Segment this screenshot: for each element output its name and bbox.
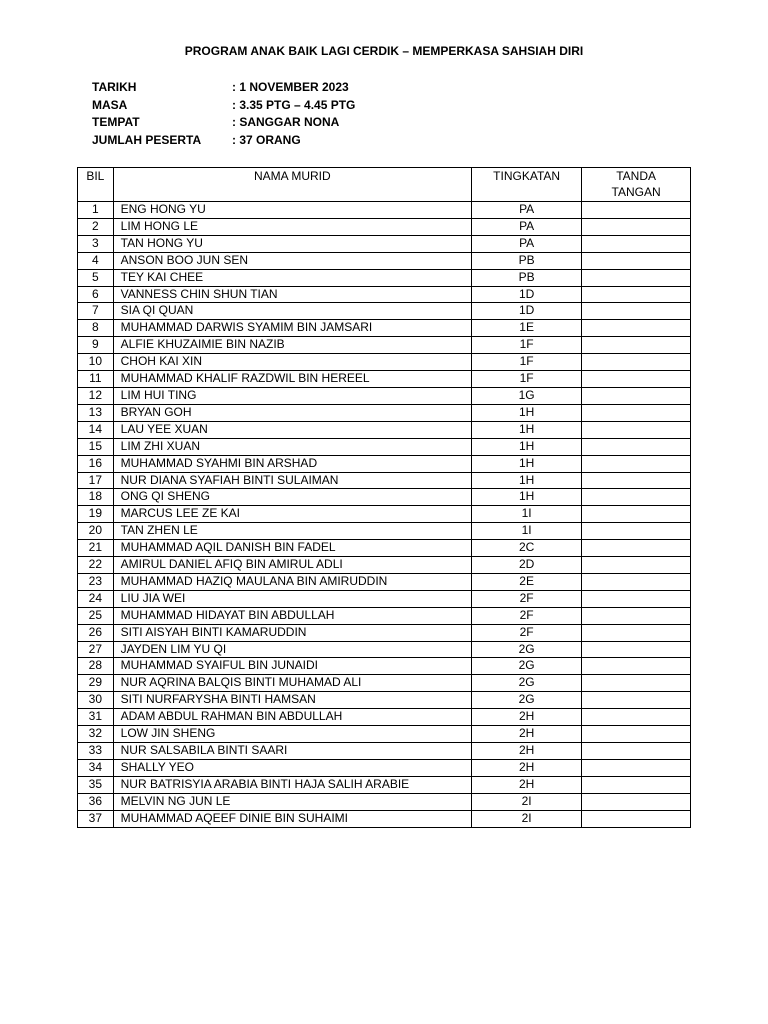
cell-tanda-tangan <box>582 759 691 776</box>
info-label: TARIKH <box>92 80 137 94</box>
cell-bil: 23 <box>78 573 114 590</box>
cell-bil: 4 <box>78 252 114 269</box>
info-value: : SANGGAR NONA <box>232 115 340 129</box>
cell-bil: 20 <box>78 523 114 540</box>
cell-tanda-tangan <box>582 218 691 235</box>
table-row <box>78 607 691 624</box>
cell-nama-murid: MUHAMMAD HIDAYAT BIN ABDULLAH <box>113 607 471 624</box>
cell-nama-murid: LOW JIN SHENG <box>113 726 471 743</box>
header-tanda-line1: TANDA <box>616 169 656 183</box>
cell-nama-murid: SITI AISYAH BINTI KAMARUDDIN <box>113 624 471 641</box>
cell-tingkatan: 1H <box>472 455 582 472</box>
cell-tingkatan: 2I <box>472 810 582 827</box>
cell-nama-murid: ONG QI SHENG <box>113 489 471 506</box>
cell-nama-murid: ADAM ABDUL RAHMAN BIN ABDULLAH <box>113 709 471 726</box>
cell-bil: 25 <box>78 607 114 624</box>
cell-nama-murid: TAN ZHEN LE <box>113 523 471 540</box>
info-row-tempat <box>92 114 355 132</box>
cell-bil: 21 <box>78 540 114 557</box>
cell-bil: 3 <box>78 235 114 252</box>
table-row <box>78 793 691 810</box>
cell-tingkatan: PA <box>472 202 582 219</box>
table-row <box>78 489 691 506</box>
cell-bil: 15 <box>78 438 114 455</box>
cell-nama-murid: TAN HONG YU <box>113 235 471 252</box>
header-tanda-tangan <box>582 168 691 202</box>
cell-bil: 18 <box>78 489 114 506</box>
info-row-masa <box>92 97 355 115</box>
table-row <box>78 235 691 252</box>
cell-tanda-tangan <box>582 675 691 692</box>
table-row <box>78 506 691 523</box>
cell-tanda-tangan <box>582 387 691 404</box>
cell-tanda-tangan <box>582 202 691 219</box>
table-row <box>78 455 691 472</box>
cell-tingkatan: 2E <box>472 573 582 590</box>
info-label: TEMPAT <box>92 115 140 129</box>
table-row <box>78 759 691 776</box>
table-row <box>78 590 691 607</box>
cell-tanda-tangan <box>582 269 691 286</box>
table-row <box>78 269 691 286</box>
cell-tingkatan: 2F <box>472 607 582 624</box>
cell-tingkatan: PB <box>472 252 582 269</box>
cell-tanda-tangan <box>582 726 691 743</box>
cell-tanda-tangan <box>582 252 691 269</box>
cell-bil: 1 <box>78 202 114 219</box>
cell-tingkatan: 2H <box>472 776 582 793</box>
cell-bil: 28 <box>78 658 114 675</box>
cell-tanda-tangan <box>582 692 691 709</box>
cell-tingkatan: 1F <box>472 354 582 371</box>
table-row <box>78 438 691 455</box>
cell-nama-murid: LIM HONG LE <box>113 218 471 235</box>
cell-nama-murid: SIA QI QUAN <box>113 303 471 320</box>
cell-nama-murid: SITI NURFARYSHA BINTI HAMSAN <box>113 692 471 709</box>
cell-tanda-tangan <box>582 303 691 320</box>
cell-nama-murid: NUR DIANA SYAFIAH BINTI SULAIMAN <box>113 472 471 489</box>
info-label: JUMLAH PESERTA <box>92 132 202 147</box>
cell-tanda-tangan <box>582 235 691 252</box>
cell-bil: 37 <box>78 810 114 827</box>
cell-tanda-tangan <box>582 743 691 760</box>
cell-tanda-tangan <box>582 438 691 455</box>
cell-tanda-tangan <box>582 421 691 438</box>
cell-tingkatan: 2G <box>472 658 582 675</box>
cell-bil: 6 <box>78 286 114 303</box>
cell-tingkatan: 2G <box>472 675 582 692</box>
table-row <box>78 658 691 675</box>
cell-tanda-tangan <box>582 573 691 590</box>
table-row <box>78 320 691 337</box>
cell-tanda-tangan <box>582 641 691 658</box>
table-row <box>78 692 691 709</box>
cell-tingkatan: PB <box>472 269 582 286</box>
table-row <box>78 303 691 320</box>
cell-tingkatan: 2F <box>472 624 582 641</box>
cell-nama-murid: VANNESS CHIN SHUN TIAN <box>113 286 471 303</box>
table-row <box>78 573 691 590</box>
table-row <box>78 337 691 354</box>
info-row-jumlah <box>92 132 355 150</box>
info-value: : 37 ORANG <box>232 132 301 147</box>
cell-tingkatan: 1I <box>472 523 582 540</box>
cell-tanda-tangan <box>582 607 691 624</box>
table-row <box>78 371 691 388</box>
cell-tingkatan: 2G <box>472 641 582 658</box>
cell-bil: 2 <box>78 218 114 235</box>
cell-tingkatan: 2H <box>472 743 582 760</box>
cell-nama-murid: TEY KAI CHEE <box>113 269 471 286</box>
cell-nama-murid: NUR AQRINA BALQIS BINTI MUHAMAD ALI <box>113 675 471 692</box>
cell-bil: 33 <box>78 743 114 760</box>
cell-tingkatan: 1E <box>472 320 582 337</box>
cell-nama-murid: LIM ZHI XUAN <box>113 438 471 455</box>
cell-bil: 17 <box>78 472 114 489</box>
cell-tanda-tangan <box>582 523 691 540</box>
cell-bil: 36 <box>78 793 114 810</box>
cell-tingkatan: 1H <box>472 472 582 489</box>
cell-tingkatan: 2H <box>472 759 582 776</box>
cell-bil: 8 <box>78 320 114 337</box>
info-label: MASA <box>92 97 128 112</box>
cell-nama-murid: NUR SALSABILA BINTI SAARI <box>113 743 471 760</box>
cell-nama-murid: MUHAMMAD SYAIFUL BIN JUNAIDI <box>113 658 471 675</box>
cell-tingkatan: 2C <box>472 540 582 557</box>
header-nama-murid: NAMA MURID <box>113 168 471 202</box>
table-body <box>78 202 691 828</box>
cell-nama-murid: MUHAMMAD AQIL DANISH BIN FADEL <box>113 540 471 557</box>
cell-bil: 35 <box>78 776 114 793</box>
cell-bil: 5 <box>78 269 114 286</box>
cell-tanda-tangan <box>582 455 691 472</box>
cell-bil: 16 <box>78 455 114 472</box>
cell-nama-murid: MELVIN NG JUN LE <box>113 793 471 810</box>
cell-tanda-tangan <box>582 489 691 506</box>
attendance-table <box>77 167 691 828</box>
cell-tanda-tangan <box>582 590 691 607</box>
cell-tanda-tangan <box>582 286 691 303</box>
cell-nama-murid: MARCUS LEE ZE KAI <box>113 506 471 523</box>
cell-nama-murid: SHALLY YEO <box>113 759 471 776</box>
cell-nama-murid: CHOH KAI XIN <box>113 354 471 371</box>
table-row <box>78 726 691 743</box>
cell-nama-murid: AMIRUL DANIEL AFIQ BIN AMIRUL ADLI <box>113 557 471 574</box>
info-row-tarikh <box>92 79 355 97</box>
cell-nama-murid: ALFIE KHUZAIMIE BIN NAZIB <box>113 337 471 354</box>
cell-tingkatan: 1D <box>472 303 582 320</box>
cell-tingkatan: 2I <box>472 793 582 810</box>
cell-tanda-tangan <box>582 624 691 641</box>
table-row <box>78 709 691 726</box>
cell-tanda-tangan <box>582 506 691 523</box>
table-row <box>78 624 691 641</box>
cell-nama-murid: MUHAMMAD AQEEF DINIE BIN SUHAIMI <box>113 810 471 827</box>
table-row <box>78 743 691 760</box>
info-value: : 1 NOVEMBER 2023 <box>232 80 349 94</box>
cell-tingkatan: 1H <box>472 489 582 506</box>
cell-nama-murid: LIU JIA WEI <box>113 590 471 607</box>
cell-tanda-tangan <box>582 540 691 557</box>
cell-tanda-tangan <box>582 793 691 810</box>
cell-nama-murid: LIM HUI TING <box>113 387 471 404</box>
cell-bil: 19 <box>78 506 114 523</box>
cell-nama-murid: BRYAN GOH <box>113 404 471 421</box>
table-row <box>78 286 691 303</box>
cell-tingkatan: 1G <box>472 387 582 404</box>
cell-bil: 26 <box>78 624 114 641</box>
table-row <box>78 387 691 404</box>
cell-bil: 32 <box>78 726 114 743</box>
cell-nama-murid: JAYDEN LIM YU QI <box>113 641 471 658</box>
cell-nama-murid: ENG HONG YU <box>113 202 471 219</box>
cell-bil: 30 <box>78 692 114 709</box>
cell-bil: 10 <box>78 354 114 371</box>
cell-tingkatan: PA <box>472 235 582 252</box>
cell-bil: 11 <box>78 371 114 388</box>
header-tanda-line2: TANGAN <box>611 185 661 199</box>
table-row <box>78 218 691 235</box>
cell-bil: 24 <box>78 590 114 607</box>
cell-tingkatan: 2G <box>472 692 582 709</box>
table-row <box>78 776 691 793</box>
cell-bil: 31 <box>78 709 114 726</box>
cell-bil: 29 <box>78 675 114 692</box>
cell-bil: 7 <box>78 303 114 320</box>
table-row <box>78 810 691 827</box>
cell-bil: 13 <box>78 404 114 421</box>
table-row <box>78 675 691 692</box>
cell-nama-murid: ANSON BOO JUN SEN <box>113 252 471 269</box>
cell-bil: 12 <box>78 387 114 404</box>
cell-tingkatan: 1D <box>472 286 582 303</box>
cell-tanda-tangan <box>582 337 691 354</box>
cell-bil: 14 <box>78 421 114 438</box>
table-row <box>78 523 691 540</box>
table-row <box>78 540 691 557</box>
cell-tanda-tangan <box>582 776 691 793</box>
cell-tingkatan: 1I <box>472 506 582 523</box>
table-row <box>78 252 691 269</box>
cell-tanda-tangan <box>582 810 691 827</box>
cell-tingkatan: 1H <box>472 421 582 438</box>
cell-nama-murid: MUHAMMAD KHALIF RAZDWIL BIN HEREEL <box>113 371 471 388</box>
table-row <box>78 641 691 658</box>
table-row <box>78 472 691 489</box>
table-row <box>78 557 691 574</box>
cell-tanda-tangan <box>582 371 691 388</box>
cell-tingkatan: 1F <box>472 371 582 388</box>
cell-tanda-tangan <box>582 709 691 726</box>
cell-tanda-tangan <box>582 354 691 371</box>
cell-tingkatan: 2H <box>472 726 582 743</box>
cell-bil: 9 <box>78 337 114 354</box>
cell-tanda-tangan <box>582 472 691 489</box>
cell-nama-murid: MUHAMMAD HAZIQ MAULANA BIN AMIRUDDIN <box>113 573 471 590</box>
cell-tingkatan: 1F <box>472 337 582 354</box>
cell-tingkatan: PA <box>472 218 582 235</box>
cell-tingkatan: 1H <box>472 438 582 455</box>
page-title: PROGRAM ANAK BAIK LAGI CERDIK – MEMPERKASA SAHSIAH DIRI <box>184 44 584 58</box>
cell-tanda-tangan <box>582 557 691 574</box>
cell-tingkatan: 2H <box>472 709 582 726</box>
cell-tingkatan: 1H <box>472 404 582 421</box>
cell-tanda-tangan <box>582 320 691 337</box>
table-header-row <box>78 168 691 202</box>
table-row <box>78 202 691 219</box>
event-info <box>92 79 355 149</box>
cell-nama-murid: MUHAMMAD DARWIS SYAMIM BIN JAMSARI <box>113 320 471 337</box>
cell-nama-murid: NUR BATRISYIA ARABIA BINTI HAJA SALIH ARABIE <box>113 776 471 793</box>
cell-tanda-tangan <box>582 404 691 421</box>
info-value: : 3.35 PTG – 4.45 PTG <box>232 97 356 112</box>
header-bil: BIL <box>78 168 114 202</box>
table-row <box>78 421 691 438</box>
table-row <box>78 354 691 371</box>
header-tingkatan: TINGKATAN <box>472 168 582 202</box>
cell-nama-murid: MUHAMMAD SYAHMI BIN ARSHAD <box>113 455 471 472</box>
cell-bil: 27 <box>78 641 114 658</box>
cell-tingkatan: 2D <box>472 557 582 574</box>
cell-tingkatan: 2F <box>472 590 582 607</box>
cell-tanda-tangan <box>582 658 691 675</box>
cell-bil: 34 <box>78 759 114 776</box>
cell-bil: 22 <box>78 557 114 574</box>
cell-nama-murid: LAU YEE XUAN <box>113 421 471 438</box>
table-row <box>78 404 691 421</box>
